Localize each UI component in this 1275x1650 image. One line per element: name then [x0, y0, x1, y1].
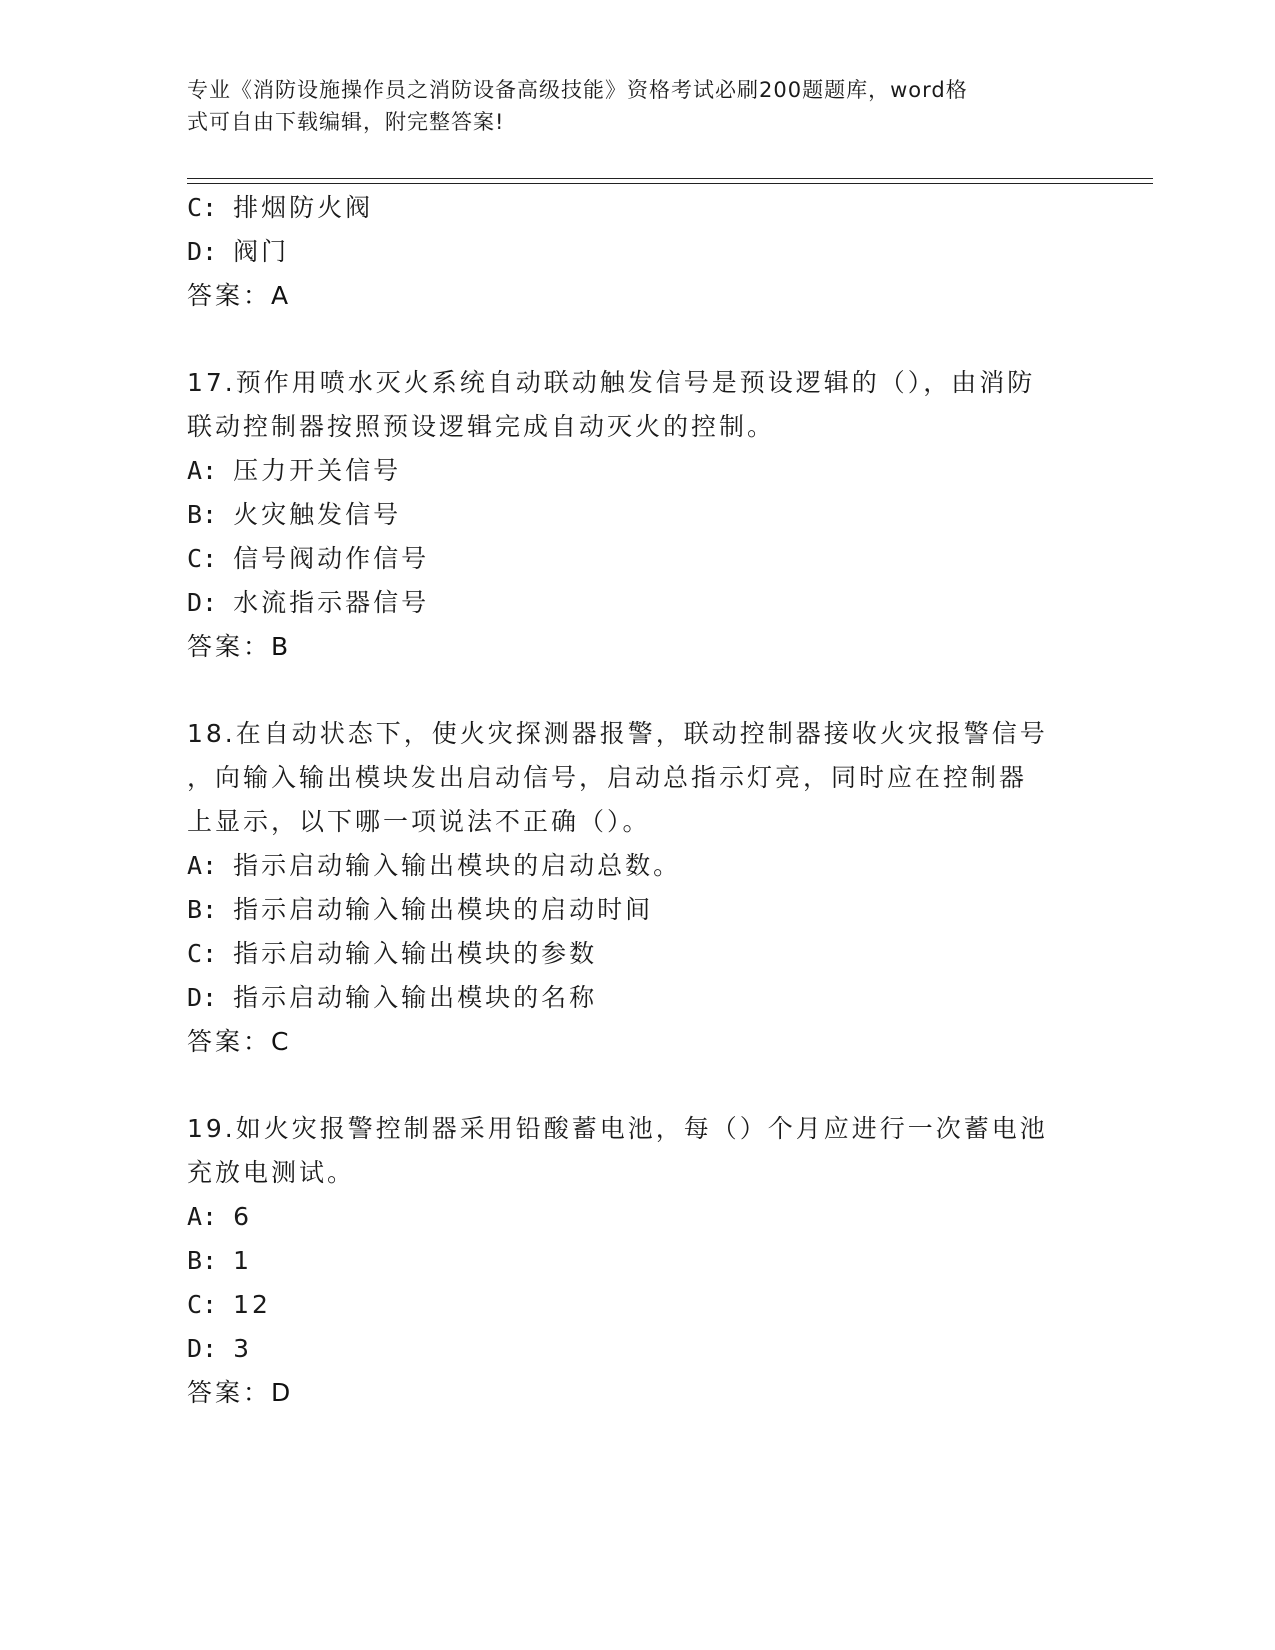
option-text: 火灾触发信号	[233, 500, 402, 529]
q17-stem-line-1: 17.预作用喷水灭火系统自动联动触发信号是预设逻辑的（），由消防	[187, 368, 1036, 397]
option-label: D:	[187, 1334, 218, 1363]
option-text: 阀门	[233, 237, 290, 266]
q19-option-b	[187, 1245, 252, 1277]
option-text: 指示启动输入输出模块的启动总数。	[233, 851, 682, 880]
q19-option-d	[187, 1333, 252, 1365]
document-header	[187, 74, 1067, 138]
option-text: 指示启动输入输出模块的名称	[233, 983, 598, 1012]
option-label: A:	[187, 1202, 218, 1231]
prev-option-d	[187, 236, 289, 268]
option-label: C:	[187, 939, 218, 968]
option-label: C:	[187, 193, 218, 222]
prev-answer: 答案：A	[187, 281, 292, 310]
header-line-1: 专业《消防设施操作员之消防设备高级技能》资格考试必刷200题题库，word格	[187, 78, 968, 102]
option-text: 3	[233, 1334, 253, 1363]
option-label: B:	[187, 1246, 218, 1275]
option-text: 水流指示器信号	[233, 588, 430, 617]
q18-option-a	[187, 850, 681, 882]
q18-option-b	[187, 894, 653, 926]
q17-option-c	[187, 543, 429, 575]
q19-stem-line-1: 19.如火灾报警控制器采用铅酸蓄电池，每（）个月应进行一次蓄电池	[187, 1114, 1048, 1143]
option-text: 6	[233, 1202, 253, 1231]
q18-stem-line-1: 18.在自动状态下，使火灾探测器报警，联动控制器接收火灾报警信号	[187, 719, 1048, 748]
q19-option-c	[187, 1289, 271, 1321]
q17-answer: 答案：B	[187, 632, 292, 661]
q18-option-c	[187, 938, 597, 970]
option-label: D:	[187, 237, 218, 266]
header-divider-bottom	[187, 183, 1153, 184]
option-label: C:	[187, 1290, 218, 1319]
option-label: D:	[187, 588, 218, 617]
header-divider-top	[187, 178, 1153, 179]
q18-answer: 答案：C	[187, 1027, 292, 1056]
q17-option-d	[187, 587, 429, 619]
q18-stem-line-3: 上显示，以下哪一项说法不正确（）。	[187, 807, 651, 836]
q17-stem-line-2: 联动控制器按照预设逻辑完成自动灭火的控制。	[187, 412, 776, 441]
option-text: 排烟防火阀	[233, 193, 374, 222]
option-label: C:	[187, 544, 218, 573]
q18-option-d	[187, 982, 597, 1014]
q19-option-a	[187, 1201, 252, 1233]
option-label: B:	[187, 895, 218, 924]
option-text: 指示启动输入输出模块的启动时间	[233, 895, 654, 924]
option-text: 指示启动输入输出模块的参数	[233, 939, 598, 968]
option-label: D:	[187, 983, 218, 1012]
q19-answer: 答案：D	[187, 1378, 294, 1407]
q19-stem-line-2: 充放电测试。	[187, 1158, 356, 1187]
option-label: A:	[187, 851, 218, 880]
prev-option-c	[187, 192, 373, 224]
option-label: A:	[187, 456, 218, 485]
option-text: 信号阀动作信号	[233, 544, 430, 573]
q17-option-a	[187, 455, 401, 487]
option-text: 压力开关信号	[233, 456, 402, 485]
header-line-2: 式可自由下载编辑，附完整答案!	[187, 110, 505, 134]
q18-stem-line-2: ，向输入输出模块发出启动信号，启动总指示灯亮，同时应在控制器	[187, 763, 1028, 792]
option-label: B:	[187, 500, 218, 529]
option-text: 12	[233, 1290, 271, 1319]
q17-option-b	[187, 499, 401, 531]
option-text: 1	[233, 1246, 253, 1275]
